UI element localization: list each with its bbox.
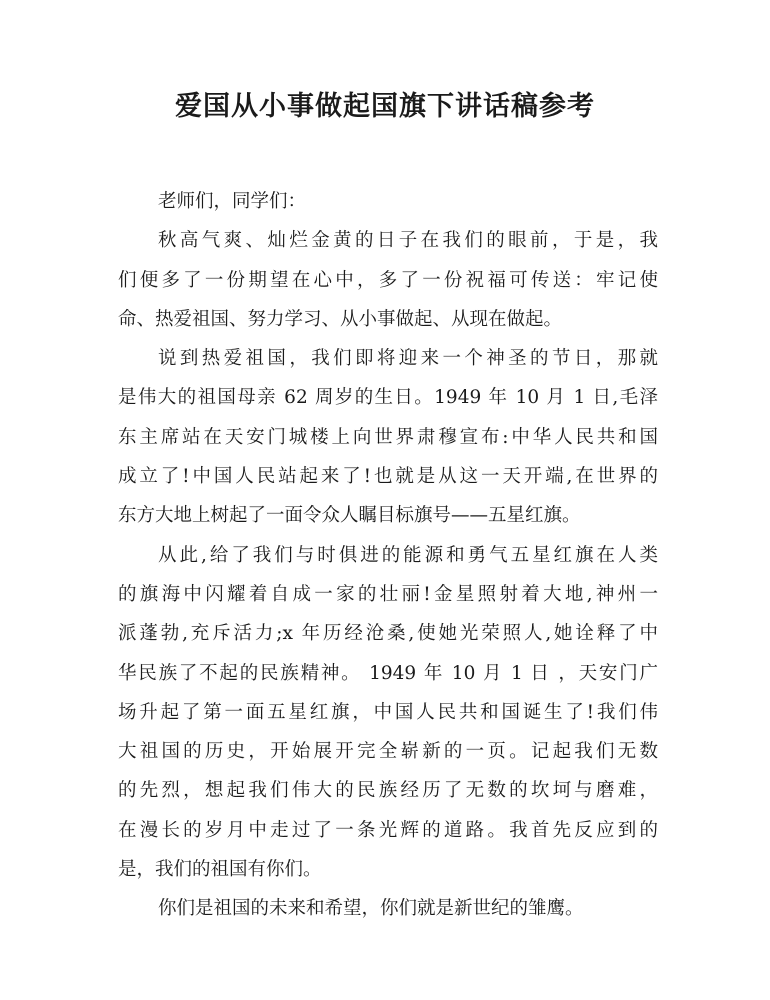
paragraph-line: 大祖国的历史，开始展开完全崭新的一页。记起我们无数 [118, 741, 658, 763]
paragraph-line: 说到热爱祖国，我们即将迎来一个神圣的节日，那就 [158, 348, 658, 370]
paragraph-line: 老师们，同学们： [158, 191, 307, 212]
paragraph-line: 是，我们的祖国有你们。 [118, 859, 322, 881]
page-title: 爱国从小事做起国旗下讲话稿参考 [175, 91, 595, 122]
paragraph-line: 在漫长的岁月中走过了一条光辉的道路。我首先反应到的 [118, 819, 658, 841]
paragraph-line: 们便多了一份期望在心中，多了一份祝福可传送：牢记使 [118, 269, 658, 291]
paragraph-line: 成立了!中国人民站起来了!也就是从这一天开端,在世界的 [118, 466, 658, 488]
paragraph-line: 东主席站在天安门城楼上向世界肃穆宣布:中华人民共和国 [118, 426, 658, 448]
paragraph-line: 东方大地上树起了一面令众人瞩目标旗号——五星红旗。 [118, 505, 581, 527]
paragraph-line: 命、热爱祖国、努力学习、从小事做起、从现在做起。 [118, 308, 563, 330]
paragraph-line: 秋高气爽、灿烂金黄的日子在我们的眼前，于是，我 [158, 230, 658, 252]
paragraph-line: 派蓬勃,充斥活力;x 年历经沧桑,使她光荣照人,她诠释了中 [118, 623, 658, 645]
document-body [118, 182, 658, 929]
paragraph-line: 华民族了不起的民族精神。 1949 年 10 月 1 日 ，天安门广 [118, 662, 658, 684]
paragraph-line: 从此,给了我们与时俱进的能源和勇气五星红旗在人类 [158, 544, 658, 566]
paragraph-line: 是伟大的祖国母亲 62 周岁的生日。1949 年 10 月 1 日,毛泽 [118, 387, 658, 409]
paragraph-line: 的旗海中闪耀着自成一家的壮丽!金星照射着大地,神州一 [118, 583, 658, 605]
paragraph-line: 你们是祖国的未来和希望，你们就是新世纪的雏鹰。 [158, 898, 584, 920]
paragraph-line: 的先烈，想起我们伟大的民族经历了无数的坎坷与磨难， [118, 780, 658, 802]
paragraph-line: 场升起了第一面五星红旗，中国人民共和国诞生了!我们伟 [118, 701, 658, 723]
